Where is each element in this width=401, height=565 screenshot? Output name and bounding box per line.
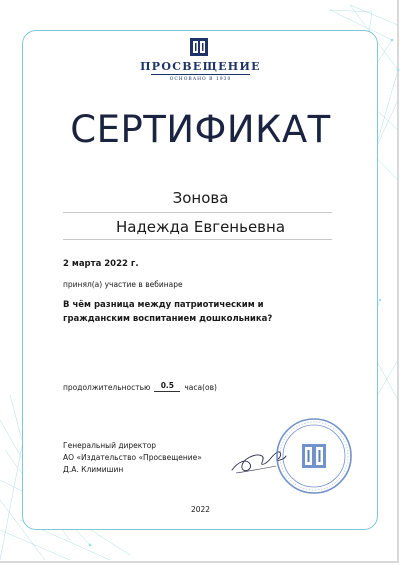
company-seal-icon — [274, 416, 354, 496]
prosveshchenie-logo-icon — [190, 38, 208, 56]
duration-row — [63, 381, 217, 392]
duration-unit: часа(ов) — [184, 383, 217, 392]
participation-text: принял(а) участие в вебинаре — [63, 280, 183, 289]
recipient-given-name: Надежда Евгеньевна — [115, 218, 286, 236]
brand-name: ПРОСВЕЩЕНИЕ — [140, 60, 261, 73]
webinar-title: В чём разница между патриотическим и гражданским воспитанием дошкольника? — [63, 300, 273, 324]
signatory-name: Д.А. Климишин — [63, 465, 124, 474]
issue-date: 2 марта 2022 г. — [63, 259, 139, 269]
certificate-title: СЕРТИФИКАТ — [70, 108, 331, 151]
recipient-surname: Зонова — [172, 189, 229, 207]
brand-underline — [151, 74, 250, 75]
signatory-company: АО «Издательство «Просвещение» — [63, 453, 202, 462]
brand-founded-caption: ОСНОВАНО В 1930 — [169, 77, 232, 82]
signatory-position: Генеральный директор — [63, 441, 157, 450]
surname-underline — [63, 212, 332, 213]
given-name-underline — [63, 239, 332, 240]
duration-label: продолжительностью — [63, 383, 151, 392]
duration-value: 0.5 — [154, 381, 180, 392]
footer-year: 2022 — [190, 505, 211, 514]
signatory-block — [63, 440, 202, 476]
